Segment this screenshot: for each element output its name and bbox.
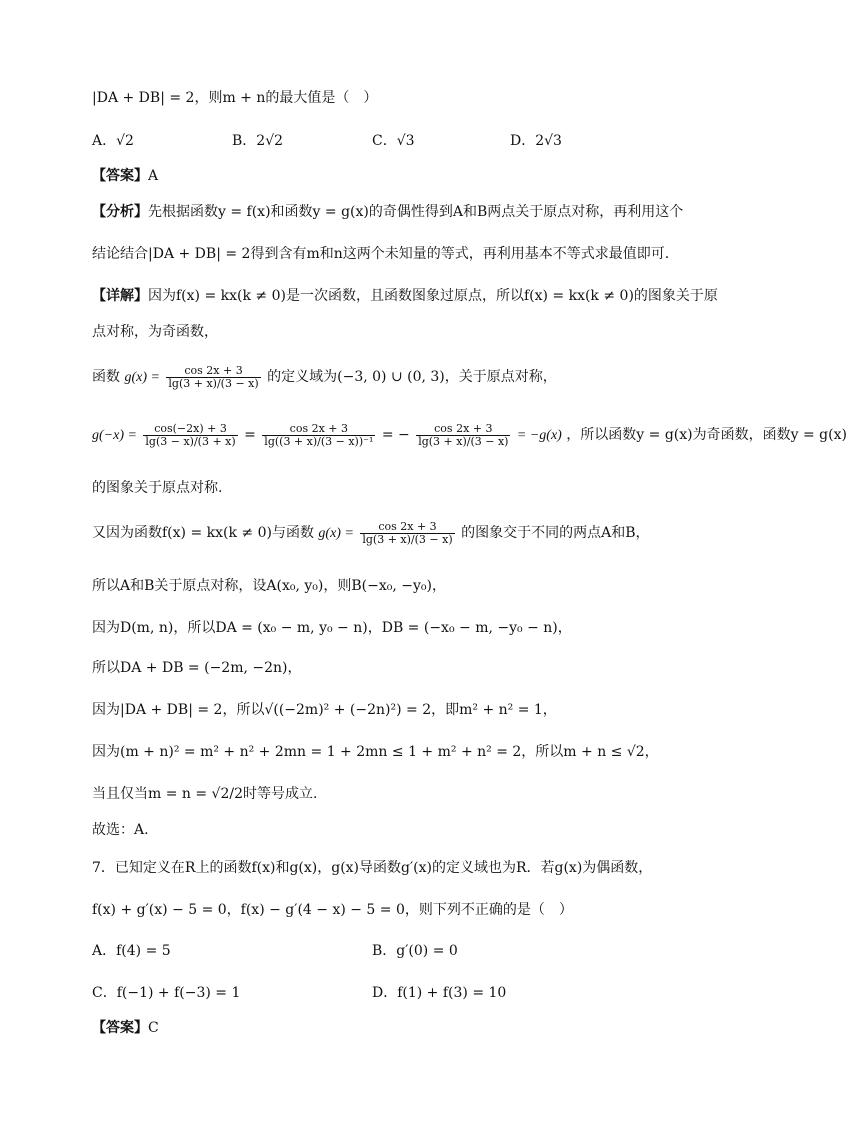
- q6-choice: 故选：A.: [92, 822, 149, 838]
- q6-detail-7: 所以A和B关于原点对称，设A(x₀, y₀)，则B(−x₀, −y₀)，: [92, 578, 446, 594]
- g-fraction-2: [360, 521, 454, 546]
- analysis-tag: 【分析】: [92, 204, 148, 220]
- q6-option-d: D．2√3: [510, 133, 562, 149]
- detail-6-pre: 又因为函数f(x) = kx(k ≠ 0)与函数: [92, 525, 314, 541]
- answer-value: A: [148, 168, 159, 184]
- q6-analysis-1: [92, 202, 714, 222]
- q6-option-a: A．√2: [92, 133, 134, 149]
- q6-detail-10: 因为|DA + DB| = 2，所以√((−2m)² + (−2n)²) = 2，即m² + n² = 1，: [92, 702, 557, 718]
- q6-answer-line: [92, 166, 714, 186]
- detail-6-post: 的图象交于不同的两点A和B，: [461, 525, 650, 541]
- detail-4-post: ，所以函数y = g(x)为奇函数，函数y = g(x): [566, 427, 847, 443]
- g-numerator-2: cos 2x + 3: [360, 521, 454, 534]
- g-func-label: g(x) =: [124, 370, 160, 385]
- q7-answer-tag: 【答案】: [92, 1020, 148, 1036]
- q6-analysis-2: 结论结合|DA + DB| = 2得到含有m和n这两个未知量的等式，再利用基本不等式求最值即可.: [92, 246, 670, 262]
- g-denominator: lg(3 + x)/(3 − x): [168, 376, 259, 390]
- gneg-den-1: lg(3 − x)/(3 + x): [145, 434, 236, 448]
- answer-tag: 【答案】: [92, 168, 148, 184]
- gneg-fraction-3: [416, 423, 510, 448]
- g-fraction: [166, 365, 260, 390]
- q7-option-b: B．g′(0) = 0: [372, 943, 458, 959]
- detail-tag: 【详解】: [92, 288, 148, 304]
- gneg-den-2: lg((3 + x)/(3 − x))⁻¹: [264, 434, 374, 448]
- detail-3-pre: 函数: [92, 369, 120, 385]
- gneg-num-3: cos 2x + 3: [416, 423, 510, 436]
- gneg-num-1: cos(−2x) + 3: [143, 423, 237, 436]
- q6-detail-6: [92, 520, 714, 547]
- gneg-lhs: g(−x) =: [92, 428, 137, 443]
- q6-detail-8: 因为D(m, n)，所以DA = (x₀ − m, y₀ − n)，DB = (−x₀ − m, −y₀ − n)，: [92, 620, 572, 636]
- q6-detail-4: [92, 421, 847, 449]
- gneg-num-2: cos 2x + 3: [262, 423, 375, 436]
- q7-option-d: D．f(1) + f(3) = 10: [372, 985, 507, 1001]
- gneg-den-3: lg(3 + x)/(3 − x): [418, 434, 509, 448]
- q6-detail-9: 所以DA + DB = (−2m, −2n)，: [92, 660, 302, 676]
- gneg-rhs: = −g(x): [516, 428, 562, 443]
- q7-option-c: C．f(−1) + f(−3) = 1: [92, 985, 241, 1001]
- q6-detail-1: [92, 286, 718, 306]
- g-numerator: cos 2x + 3: [166, 365, 260, 378]
- gneg-fraction-1: [143, 423, 237, 448]
- q6-detail-2: 点对称，为奇函数，: [92, 324, 218, 340]
- q7-stem-2: f(x) + g′(x) − 5 = 0，f(x) − g′(4 − x) − 5 = 0，则下列不正确的是（ ）: [92, 902, 573, 918]
- gneg-eq-1: =: [244, 427, 256, 443]
- detail-3-post: 的定义域为(−3, 0) ∪ (0, 3)，关于原点对称，: [267, 369, 557, 385]
- q6-detail-5: 的图象关于原点对称.: [92, 480, 223, 496]
- q6-option-b: B．2√2: [232, 133, 284, 149]
- q7-option-a: A．f(4) = 5: [92, 943, 171, 959]
- g-denominator-2: lg(3 + x)/(3 − x): [362, 532, 453, 546]
- gneg-eq-2: = −: [381, 427, 410, 443]
- q6-stem-tail: |DA + DB| = 2，则m + n的最大值是（ ）: [92, 90, 378, 106]
- q6-detail-11: 因为(m + n)² = m² + n² + 2mn = 1 + 2mn ≤ 1 + m² + n² = 2，所以m + n ≤ √2，: [92, 744, 659, 760]
- q6-detail-3: [92, 364, 714, 391]
- q7-answer-value: C: [148, 1020, 159, 1036]
- q7-answer-line: [92, 1018, 714, 1038]
- analysis-text-1: 先根据函数y = f(x)和函数y = g(x)的奇偶性得到A和B两点关于原点对称，再利用这个: [148, 204, 684, 220]
- q7-stem-1: 7．已知定义在R上的函数f(x)和g(x)，g(x)导函数g′(x)的定义域也为R．若g(x)为偶函数，: [92, 860, 653, 876]
- q6-option-c: C．√3: [372, 133, 415, 149]
- g-func-label-2: g(x) =: [318, 526, 354, 541]
- detail-text-1: 因为f(x) = kx(k ≠ 0)是一次函数，且函数图象过原点，所以f(x) = kx(k ≠ 0)的图象关于原: [148, 288, 718, 304]
- q6-detail-12: 当且仅当m = n = √2/2时等号成立.: [92, 786, 318, 802]
- gneg-fraction-2: [262, 423, 375, 448]
